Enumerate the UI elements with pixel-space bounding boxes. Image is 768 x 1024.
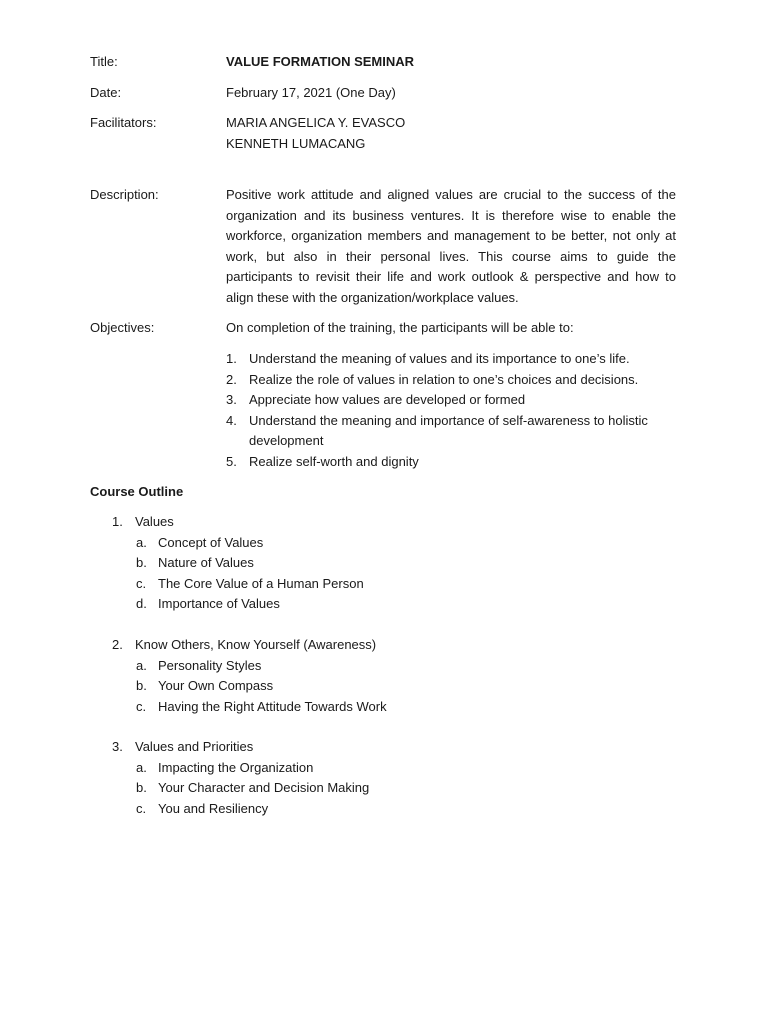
objectives-row [90, 318, 680, 340]
objectives-list [226, 349, 678, 472]
outline-subitem: c. Having the Right Attitude Towards Work [136, 698, 387, 714]
outline-subitem: b. Your Character and Decision Making [136, 780, 370, 795]
outline-section-title: 1. Values [112, 514, 174, 529]
outline-subitem: a. Concept of Values [136, 534, 264, 550]
objective-item: 2. Realize the role of values in relation to one’s choices and decisions. [226, 371, 639, 387]
facilitators-label: Facilitators: [90, 115, 157, 130]
description-label: Description: [90, 187, 159, 202]
course-outline-heading: Course Outline [90, 484, 184, 499]
outline-section-title: 3. Values and Priorities [112, 739, 254, 754]
facilitators-row [90, 113, 680, 157]
objective-item: 5. Realize self-worth and dignity [226, 453, 419, 469]
outline-subitem: b. Nature of Values [136, 555, 254, 570]
title-label: Title: [90, 54, 118, 69]
objective-item: 4. Understand the meaning and importance of self-awareness to holistic development [226, 412, 648, 448]
objective-item: 3. Appreciate how values are developed or formed [226, 392, 526, 407]
facilitator-name: MARIA ANGELICA Y. EVASCO [226, 115, 406, 130]
facilitators-list [226, 113, 676, 154]
objectives-intro: On completion of the training, the participants will be able to: [226, 320, 574, 335]
outline-section-1 [112, 512, 512, 615]
title-row [90, 52, 680, 74]
objective-item: 1. Understand the meaning of values and its importance to one’s life. [226, 351, 630, 366]
outline-subitem: a. Personality Styles [136, 657, 262, 673]
outline-subitem: d. Importance of Values [136, 596, 280, 611]
outline-section-2 [112, 635, 512, 717]
facilitator-name: KENNETH LUMACANG [226, 135, 366, 151]
date-label: Date: [90, 85, 122, 100]
outline-subitem: b. Your Own Compass [136, 678, 274, 693]
seminar-title: VALUE FORMATION SEMINAR [226, 54, 415, 69]
outline-subitem: a. Impacting the Organization [136, 759, 314, 775]
date-value: February 17, 2021 (One Day) [226, 85, 396, 100]
outline-section-title: 2. Know Others, Know Yourself (Awareness) [112, 637, 377, 652]
outline-section-3 [112, 737, 512, 819]
description-row [90, 185, 680, 309]
description-text: Positive work attitude and aligned values are crucial to the success of the organization and its business ventures. It is therefore wise to enable the workforce, organization members and management to be better, not only at work, but also in their personal lives. This course aims to guide the participants to revisit their life and work outlook & perspective and how to align these with the organization/workplace values. [226, 187, 676, 305]
outline-subitem: c. You and Resiliency [136, 800, 269, 816]
outline-subitem: c. The Core Value of a Human Person [136, 575, 364, 591]
objectives-label: Objectives: [90, 320, 155, 335]
date-row [90, 83, 680, 105]
